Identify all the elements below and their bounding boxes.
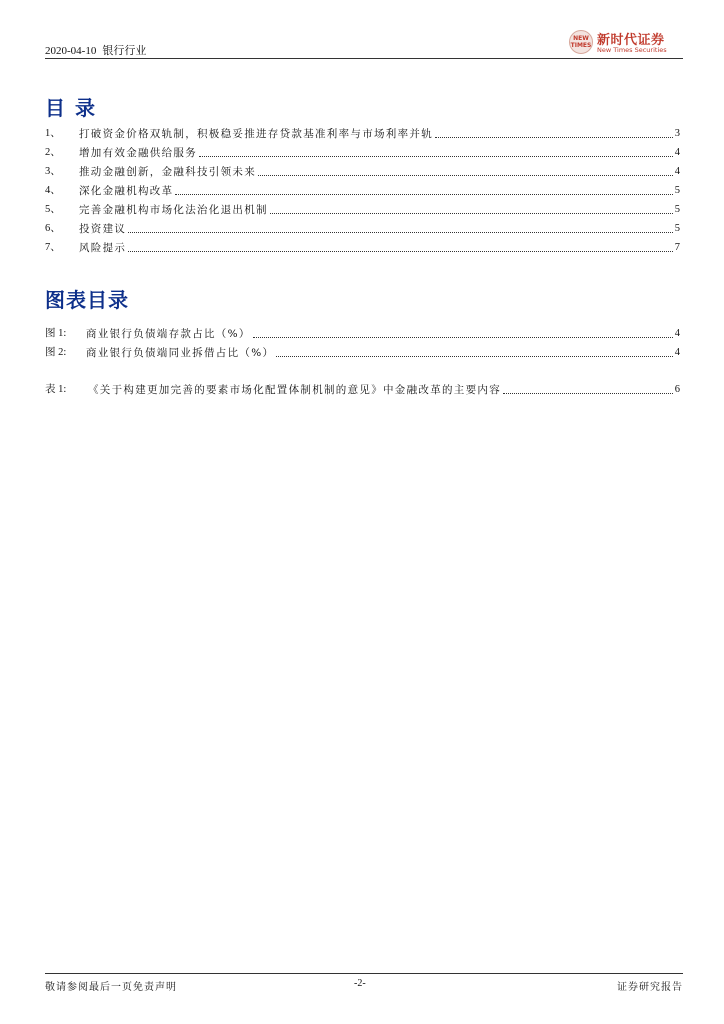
- toc-item[interactable]: [45, 160, 680, 179]
- toc-item[interactable]: [45, 141, 680, 160]
- toc-item-num: 1、: [45, 128, 61, 139]
- footer-report-type: 证券研究报告: [617, 982, 683, 993]
- figure-list: [45, 322, 680, 360]
- table-item-num: 表 1:: [45, 384, 67, 395]
- toc-item-num: 3、: [45, 166, 61, 177]
- table-item[interactable]: [45, 378, 680, 397]
- toc-leader: [270, 213, 673, 214]
- toc-list: [45, 122, 680, 255]
- toc-item-page: 5: [674, 223, 680, 234]
- footer-page-number: -2-: [354, 978, 366, 989]
- toc-leader: [258, 175, 673, 176]
- toc-leader: [128, 251, 673, 252]
- toc-item-num: 4、: [45, 185, 61, 196]
- toc-item-text: 增加有效金融供给服务: [79, 147, 197, 159]
- figure-item-page: 4: [674, 328, 680, 339]
- footer-disclaimer: 敬请参阅最后一页免责声明: [45, 982, 177, 993]
- toc-item[interactable]: [45, 179, 680, 198]
- figure-item[interactable]: [45, 341, 680, 360]
- toc-item-page: 4: [674, 147, 680, 158]
- toc-leader: [435, 137, 673, 138]
- toc-item-text: 推动金融创新，金融科技引领未来: [79, 166, 256, 178]
- toc-item[interactable]: [45, 122, 680, 141]
- toc-item-page: 5: [674, 204, 680, 215]
- toc-leader: [503, 393, 673, 394]
- figure-item-text: 商业银行负债端存款占比（%）: [86, 328, 251, 340]
- toc-item[interactable]: [45, 217, 680, 236]
- toc-item-text: 完善金融机构市场化法治化退出机制: [79, 204, 268, 216]
- toc-item-num: 5、: [45, 204, 61, 215]
- report-date: 2020-04-10: [45, 45, 97, 57]
- toc-title: 目录: [45, 96, 105, 120]
- toc-item-page: 3: [674, 128, 680, 139]
- company-logo: [569, 28, 683, 56]
- toc-item-num: 7、: [45, 242, 61, 253]
- toc-item[interactable]: [45, 198, 680, 217]
- logo-name-cn: 新时代证券: [597, 33, 665, 48]
- logo-badge-line1: NEW: [573, 35, 589, 42]
- toc-item-num: 2、: [45, 147, 61, 158]
- figure-item-text: 商业银行负债端同业拆借占比（%）: [86, 347, 275, 359]
- toc-item-page: 7: [674, 242, 680, 253]
- figure-item-num: 图 2:: [45, 347, 67, 358]
- logo-badge-line2: TIMES: [570, 42, 592, 49]
- toc-leader: [128, 232, 673, 233]
- table-list: [45, 378, 680, 397]
- table-item-text: 《关于构建更加完善的要素市场化配置体制机制的意见》中金融改革的主要内容: [88, 384, 501, 396]
- figure-item-num: 图 1:: [45, 328, 67, 339]
- figure-item-page: 4: [674, 347, 680, 358]
- page-header: [45, 28, 683, 58]
- toc-item-text: 打破资金价格双轨制，积极稳妥推进存贷款基准利率与市场利率并轨: [79, 128, 433, 140]
- toc-item-text: 投资建议: [79, 223, 127, 235]
- toc-item-page: 4: [674, 166, 680, 177]
- header-info: [45, 42, 146, 58]
- toc-leader: [253, 337, 673, 338]
- logo-badge-icon: [569, 30, 593, 54]
- toc-leader: [276, 356, 672, 357]
- toc-item-text: 深化金融机构改革: [79, 185, 174, 197]
- toc-item[interactable]: [45, 236, 680, 255]
- table-item-page: 6: [674, 384, 680, 395]
- toc-item-num: 6、: [45, 223, 61, 234]
- logo-name-en: New Times Securities: [597, 46, 667, 54]
- industry-label: 银行行业: [102, 45, 147, 57]
- toc-item-text: 风险提示: [79, 242, 127, 254]
- header-divider: [45, 58, 683, 59]
- toc-leader: [175, 194, 672, 195]
- footer-divider: [45, 973, 683, 974]
- figure-item[interactable]: [45, 322, 680, 341]
- toc-leader: [199, 156, 673, 157]
- charts-toc-title: 图表目录: [45, 288, 129, 312]
- toc-item-page: 5: [674, 185, 680, 196]
